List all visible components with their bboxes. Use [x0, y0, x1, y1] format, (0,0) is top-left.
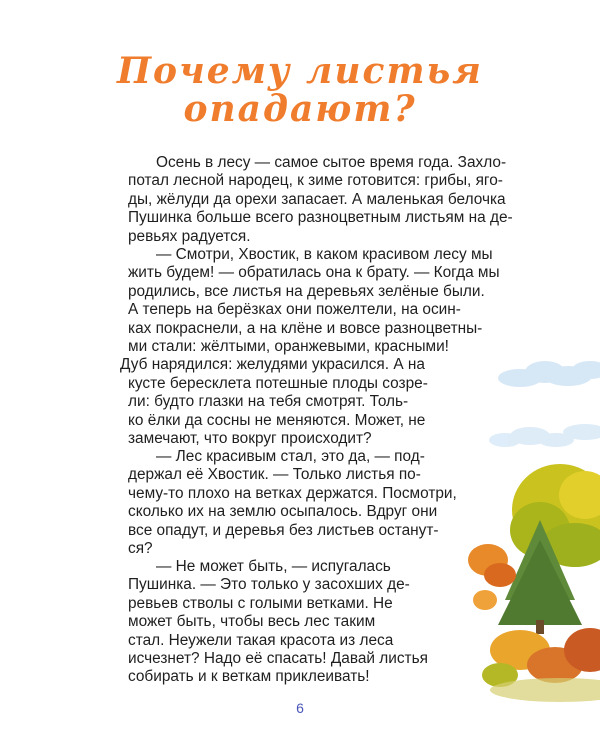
tree-icon	[510, 464, 600, 567]
text-line: Пушинка больше всего разноцветным листьям на де-	[128, 209, 513, 227]
text-line: — Смотри, Хвостик, в каком красивом лесу мы	[156, 246, 493, 263]
text-line: Пушинка. — Это только у засохших де-	[128, 576, 410, 594]
text-line: А теперь на берёзках они пожелтели, на осин-	[128, 301, 461, 319]
text-line: чему-то плохо на ветках держатся. Посмотри,	[128, 484, 457, 502]
text-line: исчезнет? Надо её спасать! Давай листья	[128, 650, 428, 668]
text-line: родились, все листья на деревьях зелёные были.	[128, 282, 485, 300]
text-line: потал лесной народец, к зиме готовится: грибы, яго-	[128, 172, 503, 190]
page-title-line-2: опадают?	[183, 88, 417, 130]
page-title-line-1: Почему листья	[117, 50, 483, 92]
text-line: — Не может быть, — испугалась	[156, 558, 391, 575]
cloud-icon	[489, 424, 600, 447]
text-line: может быть, чтобы весь лес таким	[128, 613, 376, 631]
text-line: замечают, что вокруг происходит?	[128, 430, 372, 448]
text-line: кусте бересклета потешные плоды созре-	[128, 374, 428, 392]
text-line: ко ёлки да сосны не меняются. Может, не	[128, 411, 426, 429]
text-line: ды, жёлуди да орехи запасает. А маленькая белочка	[128, 190, 506, 208]
text-line: ревьев стволы с голыми ветками. Не	[128, 594, 393, 612]
text-line: стал. Неужели такая красота из леса	[128, 631, 394, 649]
text-line: все опадут, и деревья без листьев останут-	[128, 521, 439, 539]
text-line: Осень в лесу — самое сытое время года. Захло-	[156, 154, 507, 171]
text-line: — Лес красивым стал, это да, — под-	[156, 448, 425, 465]
text-line: жить будем! — обратилась она к брату. — Когда мы	[128, 264, 500, 282]
text-line: держал её Хвостик. — Только листья по-	[128, 466, 421, 484]
bush-icon	[482, 628, 600, 687]
page-number: 6	[296, 700, 304, 716]
text-line: Дуб нарядился: желудями украсился. А на	[120, 356, 425, 374]
text-line: собирать и к веткам приклеивать!	[128, 668, 370, 686]
text-line: ли: будто глазки на тебя смотрят. Толь-	[128, 393, 409, 411]
text-line: ках покраснели, а на клёне и вовсе разноцветны-	[128, 319, 483, 337]
text-line: ревьях радуется.	[128, 227, 251, 245]
text-line: сколько их на землю осыпалось. Вдруг они	[128, 503, 438, 521]
cloud-icon	[498, 361, 600, 387]
text-line: ми стали: жёлтыми, оранжевыми, красными!	[128, 338, 449, 356]
text-line: ся?	[128, 540, 153, 558]
bush-icon	[468, 544, 516, 610]
